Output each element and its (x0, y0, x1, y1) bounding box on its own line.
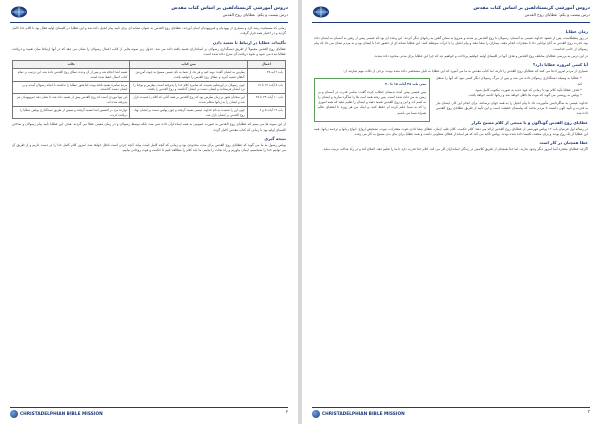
right-page (302, 0, 600, 424)
conclusion-paragraph: پولس رسول به ما می گوید که عطایای روح القدس برای مدت محدودی بود و زمانی که آنچه کامل است بیاید، آنچه جزئی است باطل خواهد شد. امروز کلام کامل خدا را در دست داریم و از طریق آن می توانیم خدا را بشناسیم، ایمان بیاوریم و راه نجات را بیابیم. ما باید کلام را مطالعه کنیم تا حکمت و قوت روحانی بیابیم. (12, 142, 286, 153)
header-rule (312, 22, 590, 23)
page-number: ۲ (285, 410, 288, 415)
list-item: • عطایا به وسیله دستگذاری رسولان داده می شد و پس از مرگ رسولان دیگر کسی نبود که آنها را منتقل کند. (314, 76, 582, 87)
footer-brand-text: CHRISTADELPHIAN BIBLE MISSION (322, 411, 405, 417)
sidebox-reference: متی باب ۲۸ آیات ۱۸ تا ۲۰ (385, 82, 426, 87)
list-item: • پولس به روشنی می گوید که نبوت ها باطل خواهد شد و زبانها خاتمه خواهد یافت. (314, 93, 582, 98)
footer-rule (312, 407, 590, 408)
table-cell: مردم سامره تعمید یافته بودند اما هنوز عطایا را نداشتند تا اینکه رسولان آمدند و بر ایشان دست گذاشتند. (13, 81, 130, 94)
section-heading: زمان عطایا (565, 29, 588, 34)
table-cell: پطرس به ایشان گفت: توبه کنید و هر یک از شما به نام عیسی مسیح به جهت آمرزش گناهان تعمید گیرید و عطای روح القدس را خواهید یافت. (130, 68, 247, 81)
globe-icon (10, 410, 18, 418)
table-header-cell: نکات (13, 61, 130, 69)
section-heading: عطایای روح القدس گوناگون و با منبعی از کلام مسیح تکرار (471, 119, 588, 125)
footer-brand (312, 410, 405, 418)
table-cell: این سخنان هنوز بر زبان پطرس بود که روح القدس بر همه آنانی که کلام را شنیدند نازل شد و ایشان را به زبانها متکلم شدند. (130, 94, 247, 107)
footer-brand-text: CHRISTADELPHIAN BIBLE MISSION (20, 411, 103, 417)
table-cell: چون رسولان در اورشلیم شنیدند که سامره کلام خدا را پذیرفته است، پطرس و یوحنا را نزد ایشان فرستادند و ایشان دست بر ایشان گذاشتند و روح القدس را یافتند. (130, 81, 247, 94)
page-body (12, 26, 286, 402)
page-number: ۳ (587, 410, 590, 415)
table-row (13, 68, 286, 81)
after-table-paragraph: از این نمونه ها می بینیم که عطایای روح القدس به صورت عمومی به همه ایمانداران داده نمی شد، بلکه توسط رسولان و در زمان معینی عطا می گردید. هدف این عطایا تأیید پیام رسولان و ساختن کلیسای اولیه بود تا زمانی که کتاب مقدس کامل گردد. (12, 122, 286, 132)
header-title: دروس آموزشی کریستادلفین بر اساس کتاب مقدس (171, 6, 288, 11)
header-subtitle: درس بیست و یکم: عطایای روح القدس (222, 12, 288, 17)
comparison-table (12, 60, 286, 119)
section-heading: تأکیدات عطایا در ارتباط با تعمید دادن (212, 39, 286, 45)
table-cell: چون این را شنیدند به نام خداوند عیسی تعمید گرفتند و چون پولس دست بر ایشان نهاد روح القدس بر ایشان نازل شد. (130, 106, 247, 119)
body-paragraph: در روز پنطیکاست، پس از صعود خداوند عیسی به آسمان، رسولان با روح القدس پر شدند و شروع به سخن گفتن به زبانهای دیگر کردند. این وعده ای بود که عیسی پیش از رفتن به آسمان به ایشان داده بود. قدرت روح القدس به آنان توانایی داد تا معجزات انجام دهند، بیماران را شفا دهند و پیام انجیل را با جرأت موعظه کنند. این عطایا نشانه ای از حضور خدا با ایشان بود و به مردم نشان می داد که پیام رسولان از جانب خداست. (314, 36, 588, 51)
list-item: • هدف عطایا تأیید کلام بود تا زمانی که عهد جدید به صورت مکتوب کامل شود. (314, 88, 582, 93)
intro-paragraph: زمانی که مسیحیت رشد کرد و بسیاری از یهودیان و غیریهودیان ایمان آوردند، عطایای روح القدس به عنوان نشانه ای برای تأیید پیام انجیل داده شد و این عطایا در کلیسای اولیه فعال بود تا کلام خدا کامل گردید و در اختیار همه قرار گرفت. (12, 26, 286, 36)
conclusion-heading: نتیجه گیری (264, 135, 286, 141)
section-heading: آیا کسی امروزه عطایا دارد؟ (532, 62, 588, 68)
table-cell: دوازده مرد در افسس ابتدا تعمید گرفتند و سپس از طریق دستگذاری پولس عطایا را دریافت کردند. (13, 106, 130, 119)
table-cell: باب ۱۹ آیات ۵ و ۶ (247, 106, 285, 119)
table-header-cell: اعمال (247, 61, 285, 69)
table-header-cell: متن کتاب (130, 61, 247, 69)
table-header-row (13, 61, 286, 69)
table-row (13, 81, 286, 94)
body-paragraph: خداوند عیسی به شاگردانش مأموریت داد تا پیام انجیل را به همه جهان برسانند. برای انجام این کار، ایشان نیاز به قدرت و تأیید الهی داشتند تا مردم بدانند که پیامشان حقیقت است و این تأیید از طریق عطایای روح القدس داده شد. (436, 100, 588, 116)
table-row (13, 94, 286, 107)
page-footer (312, 407, 590, 419)
table-cell: این تنها موردی است که روح القدس پیش از تعمید داده شد تا نشان دهد غیریهودیان نیز پذیرفته شده اند. (13, 94, 130, 107)
left-page (0, 0, 298, 424)
footer-rule (10, 407, 288, 408)
table-row (13, 106, 286, 119)
body-paragraph: بسیاری از مردم امروز ادعا می کنند که عطایای روح القدس را دارند، اما کتاب مقدس به ما می آموزد که این عطایا به دلیل مشخصی داده شده بودند. برخی از نکات مهم عبارتند از: (343, 69, 588, 74)
cbm-logo-icon (312, 6, 330, 18)
footer-brand (10, 410, 103, 418)
body-paragraph: در رساله اول قرنتیان باب ۱۲ پولس فهرستی از عطایای روح القدس ارائه می دهد: کلام حکمت، کلام علم، ایمان، عطای شفا دادن، قوت معجزات، نبوت، تشخیص ارواح، انواع زبانها و ترجمه زبانها. همه این عطایا از یک روح بودند و برای منفعت کلیسا داده شده بودند. پولس تأکید می کند که هر ایماندار عطای متفاوتی داشت و همه عطایا برای بنای بدن مسیح به کار می رفت. (314, 126, 588, 136)
body-paragraph: اگرچه عطایای معجزه آسا امروز دیگر وجود ندارند، اما خدا همچنان از طریق کلامش در زندگی ایمانداران کار می کند. کلام خدا قدرت دارد تا ما را تعلیم دهد، اصلاح کند و در راه عدالت تربیت نماید. (322, 147, 588, 152)
table-cell: باب ۱۰ آیات ۴۴ تا ۴۸ (247, 94, 285, 107)
section-heading: عطا همچنان در کار است (539, 140, 588, 146)
header-rule (10, 22, 288, 23)
table-cell: باب ۸ آیات ۱۴ تا ۱۷ (247, 81, 285, 94)
header-subtitle: درس بیست و یکم: عطایای روح القدس (524, 12, 590, 17)
scripture-sidebox (314, 78, 430, 121)
page-header (312, 6, 590, 26)
table-cell: تعمید ابتدا انجام شد و پس از آن وعده عطای روح القدس داده شد. این ترتیب در تمام کتاب اعمال حفظ شده است. (13, 68, 130, 81)
globe-icon (312, 410, 320, 418)
page-body (314, 26, 588, 402)
section-paragraph: عطایای روح القدس معمولاً از طریق دستگذاری رسولان بر ایمانداران تعمید یافته داده می شد. جدول زیر نمونه هایی از کتاب اعمال رسولان را نشان می دهد که در آنها ارتباط میان تعمید و دریافت عطایا دیده می شود و نحوه دریافت آن شرح داده شده است. (12, 46, 286, 56)
body-paragraph: در این درس به بررسی عطایای مختلف روح القدس و هدف آنها در کلیسای اولیه خواهیم پرداخت و خواهیم دید که چرا این عطایا برای مدتی محدود داده شدند. (373, 53, 588, 58)
page-header (10, 6, 288, 26)
sidebox-text: پس عیسی پیش آمده بدیشان خطاب کرده گفت: تمامی قدرت در آسمان و بر زمین به من داده شده است. پس رفته همه امت ها را شاگرد سازید و ایشان را به اسم اب و ابن و روح القدس تعمید دهید و ایشان را تعلیم دهید که همه اموری را که به شما حکم کرده ام حفظ کنند. و اینک من هر روزه تا انقضای عالم همراه شما می باشم. (318, 89, 426, 115)
cbm-logo-icon (10, 6, 28, 18)
header-title: دروس آموزشی کریستادلفین بر اساس کتاب مقدس (473, 6, 590, 11)
table-cell: باب ۲ آیه ۳۸ (247, 68, 285, 81)
page-footer (10, 407, 288, 419)
